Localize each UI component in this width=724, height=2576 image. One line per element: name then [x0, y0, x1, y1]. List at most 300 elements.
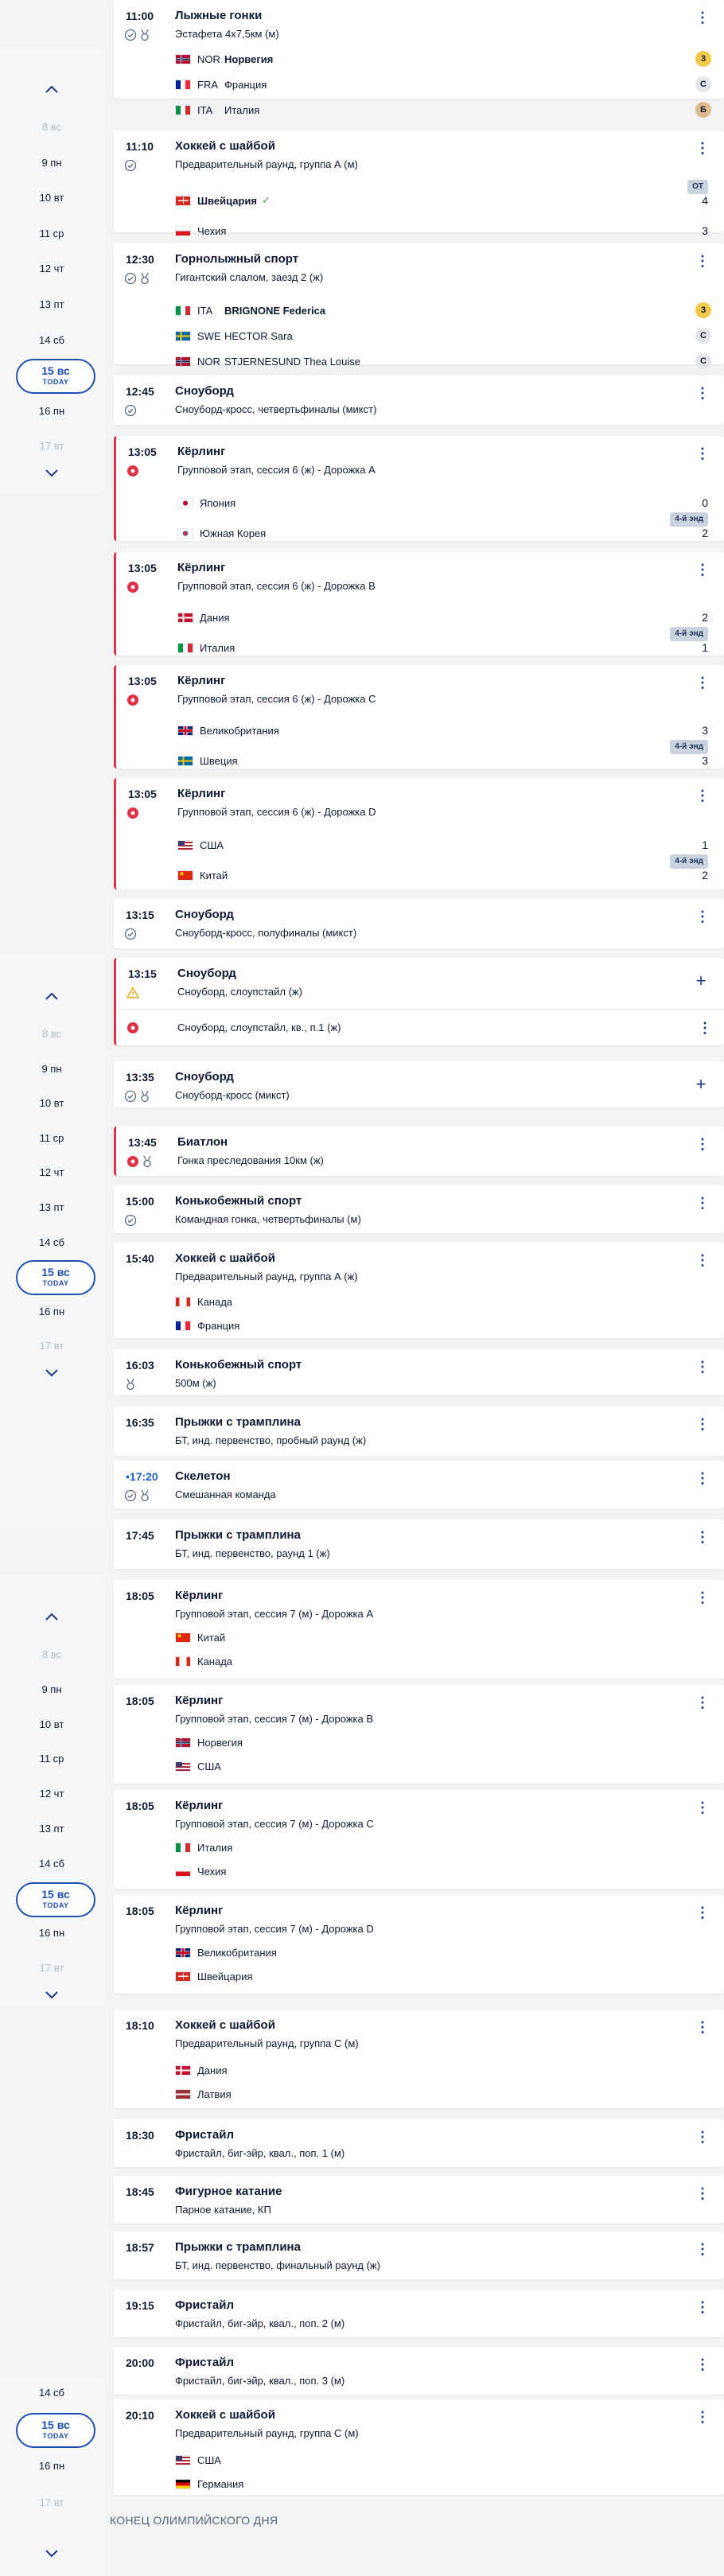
chevron-up-icon[interactable] [40, 80, 64, 99]
event-card[interactable] [114, 1520, 724, 1569]
event-card[interactable] [114, 1243, 724, 1338]
expand-plus-icon[interactable]: + [695, 971, 706, 990]
event-time: 20:00 [126, 2356, 154, 2369]
more-menu-icon[interactable]: ⋮ [695, 1529, 710, 1545]
competitor-name: Италия [200, 641, 235, 654]
sport-name: Горнолыжный спорт [175, 252, 299, 266]
date-item[interactable]: 10 вт [39, 1718, 64, 1730]
competitor-name: Великобритания [200, 724, 279, 737]
more-menu-icon[interactable]: ⋮ [695, 1359, 710, 1375]
event-card[interactable] [114, 1061, 724, 1107]
event-name: БТ, инд. первенство, пробный раунд (ж) [175, 1434, 367, 1446]
chevron-down-icon[interactable] [40, 464, 64, 483]
date-item[interactable]: 10 вт [39, 1097, 64, 1110]
medal-badge: 3 [695, 302, 711, 318]
event-name: Групповой этап, сессия 6 (ж) - Дорожка D [177, 806, 376, 818]
country-code: NOR [197, 355, 220, 368]
more-menu-icon[interactable]: ⋮ [695, 1195, 710, 1211]
event-name: Сноуборд-кросс (микст) [175, 1089, 290, 1101]
more-menu-icon[interactable]: ⋮ [695, 10, 710, 25]
competitor-row [175, 1294, 232, 1309]
more-menu-icon[interactable]: ⋮ [695, 2241, 710, 2257]
event-time: 16:35 [126, 1416, 154, 1429]
date-item[interactable]: 13 пт [39, 298, 64, 310]
date-item[interactable]: 14 сб [38, 2387, 65, 2399]
medal-badge: 3 [695, 51, 711, 67]
sport-name: Сноуборд [175, 1070, 234, 1084]
event-card[interactable] [114, 1685, 724, 1784]
competitor-name: Франция [224, 78, 267, 91]
date-item[interactable]: 16 пн [38, 1927, 65, 1940]
more-menu-icon[interactable]: ⋮ [695, 253, 710, 269]
event-name: Групповой этап, сессия 6 (ж) - Дорожка C [177, 693, 376, 705]
event-name: Групповой этап, сессия 7 (м) - Дорожка D [175, 1923, 374, 1935]
country-code: SWE [197, 329, 221, 342]
event-time: 18:05 [126, 1800, 154, 1812]
event-time: 11:10 [126, 140, 154, 153]
today-date-pill[interactable] [16, 359, 95, 394]
flag-icon [175, 1656, 191, 1667]
event-name: БТ, инд. первенство, раунд 1 (ж) [175, 1547, 330, 1559]
event-time: 13:05 [128, 788, 157, 800]
live-icon [127, 465, 139, 477]
competitor-row [175, 1653, 232, 1669]
event-card[interactable] [114, 0, 724, 116]
sport-name: Хоккей с шайбой [175, 2018, 275, 2032]
flag-icon [177, 756, 193, 766]
event-name: Групповой этап, сессия 6 (ж) - Дорожка А [177, 464, 376, 476]
competitor-row [175, 2476, 243, 2492]
sport-name: Кёрлинг [177, 561, 226, 574]
score-value: 3 [702, 224, 708, 237]
sport-name: Биатлон [177, 1135, 228, 1149]
end-status-badge: 4-й энд [670, 740, 708, 754]
more-menu-icon[interactable]: ⋮ [695, 909, 710, 924]
flag-icon [175, 1866, 191, 1877]
end-status-badge: 4-й энд [670, 512, 708, 527]
competitor-name: Китай [197, 1631, 226, 1644]
competitor-name: США [197, 2453, 221, 2466]
date-item[interactable]: 13 пт [39, 1201, 64, 1213]
event-name: Фристайл, биг-эйр, квал., поп. 3 (м) [175, 2375, 345, 2387]
competitor-name: Чехия [197, 1865, 227, 1878]
date-item[interactable]: 10 вт [39, 192, 64, 204]
winner-check-icon: ✓ [262, 194, 271, 206]
event-name: Сноуборд-кросс, четвертьфиналы (микст) [175, 403, 377, 415]
end-status-badge: 4-й энд [670, 627, 708, 641]
completed-icon [124, 159, 137, 172]
event-card[interactable] [114, 243, 724, 368]
event-name: БТ, инд. первенство, финальный раунд (ж) [175, 2259, 380, 2271]
medal-event-icon [141, 1155, 154, 1168]
event-card[interactable] [114, 665, 724, 769]
competitor-row [175, 1317, 239, 1333]
today-date-label: 15 вс [41, 2418, 70, 2431]
more-menu-icon[interactable]: ⋮ [695, 446, 710, 461]
score-value: 3 [702, 724, 708, 737]
event-name: Предварительный раунд, группа А (м) [175, 158, 358, 170]
competitor-name: Норвегия [197, 1736, 243, 1749]
competitor-name: BRIGNONE Federica [224, 304, 326, 317]
more-menu-icon[interactable]: ⋮ [695, 2356, 710, 2372]
date-item[interactable]: 16 пн [38, 2460, 65, 2472]
date-item[interactable]: 9 пн [41, 156, 62, 169]
country-code: ITA [197, 304, 213, 317]
score-value: 2 [702, 611, 708, 624]
more-menu-icon[interactable]: ⋮ [695, 2019, 710, 2035]
event-card[interactable] [114, 1349, 724, 1395]
flag-icon [177, 613, 193, 623]
competitor-name: Дания [200, 611, 230, 624]
flag-icon [175, 226, 191, 236]
medal-event-icon [124, 1378, 137, 1391]
competitor-name: Япония [200, 496, 236, 509]
sport-name: Сноуборд [177, 967, 236, 980]
completed-icon [124, 404, 137, 417]
flag-icon [175, 1321, 191, 1331]
country-code: FRA [197, 78, 218, 91]
date-sidebar [0, 0, 103, 2576]
more-menu-icon[interactable]: ⋮ [695, 1800, 710, 1815]
sub-event-name: Сноуборд, слоупстайл, кв., п.1 (ж) [177, 1021, 341, 1033]
medal-event-icon [138, 1090, 151, 1103]
competitor-row [175, 51, 273, 67]
competitor-row [175, 1629, 225, 1645]
more-menu-icon[interactable]: ⋮ [695, 2299, 710, 2315]
flag-icon [175, 196, 191, 206]
event-name: Парное катание, КП [175, 2204, 271, 2216]
competitor-row [175, 1863, 226, 1879]
today-label: TODAY [42, 1279, 69, 1288]
competitor-row [177, 609, 230, 625]
event-name: Гонка преследования 10км (ж) [177, 1154, 324, 1166]
date-item[interactable]: 12 чт [39, 1166, 64, 1179]
more-menu-icon[interactable]: ⋮ [695, 385, 710, 401]
event-card[interactable] [114, 2119, 724, 2167]
flag-icon [175, 331, 191, 341]
expand-plus-icon[interactable]: + [695, 1074, 706, 1094]
sport-name: Фристайл [175, 2356, 234, 2369]
event-name: Гигантский слалом, заезд 2 (ж) [175, 271, 324, 283]
sub-event-row[interactable] [116, 1009, 724, 1045]
sport-name: Сноуборд [175, 908, 234, 921]
competitor-name: Канада [197, 1295, 233, 1308]
event-card[interactable] [114, 1580, 724, 1679]
event-name: Сноуборд, слоупстайл (ж) [177, 986, 302, 998]
date-item[interactable]: 17 вт [39, 1340, 64, 1352]
event-card[interactable] [114, 1790, 724, 1889]
sport-name: Кёрлинг [177, 787, 226, 800]
event-name: Командная гонка, четвертьфиналы (м) [175, 1213, 361, 1225]
event-time: 13:15 [128, 967, 157, 980]
flag-icon [177, 643, 193, 653]
flag-icon [175, 80, 191, 90]
flag-icon [175, 305, 191, 316]
medal-badge: Б [695, 102, 711, 118]
competitor-name: Швеция [200, 754, 238, 767]
competitor-row [177, 837, 224, 853]
chevron-up-icon[interactable] [40, 1607, 64, 1626]
sport-name: Прыжки с трамплина [175, 1415, 301, 1429]
today-date-pill[interactable] [16, 2413, 95, 2448]
date-item[interactable]: 12 чт [39, 263, 64, 275]
sport-name: Лыжные гонки [175, 9, 263, 22]
live-icon [127, 807, 139, 819]
date-item[interactable]: 12 чт [39, 1788, 64, 1800]
event-name: Предварительный раунд, группа А (ж) [175, 1270, 358, 1282]
date-item[interactable]: 17 вт [39, 1962, 64, 1975]
score-value: 2 [702, 527, 708, 539]
more-menu-icon[interactable]: ⋮ [695, 1905, 710, 1920]
more-menu-icon[interactable]: ⋮ [695, 2185, 710, 2201]
date-item[interactable]: 17 вт [39, 2496, 64, 2508]
event-time: 15:40 [126, 1252, 154, 1265]
sport-name: Прыжки с трамплина [175, 2240, 301, 2254]
event-name: Групповой этап, сессия 7 (м) - Дорожка А [175, 1608, 374, 1620]
date-item[interactable]: 11 ср [39, 1131, 64, 1144]
sport-name: Кёрлинг [177, 445, 226, 458]
end-of-day-label: КОНЕЦ ОЛИМПИЙСКОГО ДНЯ [110, 2514, 278, 2527]
chevron-down-icon[interactable] [40, 1986, 64, 2005]
more-menu-icon[interactable]: ⋮ [695, 562, 710, 578]
competitor-name: Италия [197, 1841, 233, 1854]
competitor-name: Канада [197, 1655, 233, 1667]
date-item[interactable]: 9 пн [41, 1683, 62, 1695]
more-menu-icon[interactable]: ⋮ [695, 1695, 710, 1710]
schedule-list [114, 0, 724, 2576]
flag-icon [175, 1948, 191, 1958]
competitor-row [175, 1944, 277, 1960]
sport-name: Конькобежный спорт [175, 1358, 302, 1372]
more-menu-icon[interactable]: ⋮ [695, 1252, 710, 1268]
today-date-pill[interactable] [16, 1882, 95, 1917]
medal-event-icon [138, 272, 151, 285]
flag-icon [175, 2479, 191, 2489]
event-card[interactable] [114, 130, 724, 237]
more-menu-icon[interactable]: ⋮ [695, 1470, 710, 1486]
competitor-name: Германия [197, 2477, 244, 2490]
event-name: Групповой этап, сессия 6 (ж) - Дорожка B [177, 580, 376, 592]
chevron-down-icon[interactable] [40, 2544, 64, 2563]
event-card[interactable] [114, 376, 724, 425]
event-name: Фристайл, биг-эйр, квал., поп. 1 (м) [175, 2147, 345, 2159]
sport-name: Сноуборд [175, 384, 234, 398]
event-time: 13:45 [128, 1136, 157, 1149]
date-item[interactable]: 8 вс [41, 121, 62, 133]
medal-badge: С [695, 353, 711, 369]
date-item[interactable]: 17 вт [39, 440, 64, 453]
sport-name: Фристайл [175, 2128, 234, 2142]
competitor-row [175, 353, 360, 369]
today-label: TODAY [42, 378, 69, 387]
flag-icon [175, 2089, 191, 2099]
overtime-badge: ОТ [687, 180, 708, 194]
date-item[interactable]: 14 сб [38, 1857, 65, 1870]
score-value: 3 [702, 754, 708, 767]
flag-icon [175, 54, 191, 64]
date-item[interactable]: 8 вс [41, 1028, 62, 1040]
event-card[interactable] [114, 1407, 724, 1456]
live-icon [127, 1021, 139, 1034]
event-time: 13:05 [128, 446, 157, 458]
event-time: 17:45 [126, 1529, 154, 1542]
date-item[interactable]: 14 сб [38, 1235, 65, 1248]
event-time: 11:00 [126, 10, 154, 22]
more-menu-icon[interactable]: ⋮ [695, 1590, 710, 1605]
competitor-row [175, 193, 271, 208]
event-card[interactable] [114, 778, 724, 889]
completed-icon [124, 272, 137, 285]
competitor-name: США [200, 839, 224, 851]
event-time: 18:10 [126, 2019, 154, 2032]
competitor-row [175, 76, 267, 92]
competitor-row [175, 302, 325, 318]
sport-name: Хоккей с шайбой [175, 139, 275, 153]
event-time: 18:05 [126, 1905, 154, 1917]
sport-name: Хоккей с шайбой [175, 2408, 275, 2422]
event-time: 13:35 [126, 1071, 154, 1084]
event-card[interactable] [114, 2290, 724, 2337]
today-label: TODAY [42, 2432, 69, 2440]
flag-icon [175, 356, 191, 367]
event-time: 18:05 [126, 1695, 154, 1707]
today-date-pill[interactable] [16, 1260, 95, 1295]
competitor-name: Франция [197, 1319, 240, 1332]
date-item[interactable]: 11 ср [39, 1753, 64, 1765]
event-name: Сноуборд-кросс, полуфиналы (микст) [175, 927, 357, 939]
flag-icon [175, 1297, 191, 1307]
more-menu-icon[interactable]: ⋮ [695, 1416, 710, 1432]
competitor-name: Дания [197, 2064, 228, 2076]
date-item[interactable]: 16 пн [38, 404, 65, 417]
more-menu-icon[interactable]: ⋮ [695, 788, 710, 804]
event-time: 16:03 [126, 1359, 154, 1372]
country-code: ITA [197, 103, 213, 116]
flag-icon [175, 1737, 191, 1748]
event-name: Предварительный раунд, группа С (м) [175, 2037, 359, 2049]
sport-name: Фристайл [175, 2298, 234, 2312]
date-item[interactable]: 11 ср [39, 227, 64, 239]
flag-icon [177, 498, 193, 508]
event-time: •17:20 [126, 1470, 158, 1483]
sport-name: Кёрлинг [175, 1694, 224, 1707]
live-icon [127, 694, 139, 706]
warning-icon [127, 986, 139, 999]
flag-icon [175, 1761, 191, 1772]
competitor-row [177, 525, 266, 541]
event-card[interactable] [114, 2399, 724, 2495]
completed-icon [124, 29, 137, 41]
more-menu-icon[interactable]: ⋮ [695, 2409, 710, 2425]
competitor-name: STJERNESUND Thea Louise [224, 355, 360, 368]
competitor-row [175, 2086, 232, 2102]
sport-name: Фигурное катание [175, 2185, 282, 2198]
competitor-row [175, 2452, 221, 2468]
score-value: 4 [702, 194, 708, 207]
flag-icon [175, 105, 191, 115]
competitor-row [175, 1968, 252, 1984]
event-card[interactable] [114, 552, 724, 656]
event-card[interactable] [114, 2232, 724, 2279]
today-date-label: 15 вс [41, 1266, 70, 1279]
event-card[interactable] [114, 2347, 724, 2395]
event-card[interactable] [114, 958, 724, 1045]
competitor-row [175, 1758, 221, 1774]
event-card[interactable] [114, 2010, 724, 2108]
medal-event-icon [138, 1489, 151, 1502]
event-name: 500м (ж) [175, 1377, 216, 1389]
event-card[interactable] [114, 899, 724, 948]
event-name: Смешанная команда [175, 1488, 276, 1500]
completed-icon [124, 1489, 137, 1502]
more-menu-icon[interactable]: ⋮ [695, 675, 710, 691]
event-card[interactable] [114, 1185, 724, 1233]
competitor-name: Италия [224, 103, 260, 116]
event-time: 18:45 [126, 2185, 154, 2198]
score-value: 2 [702, 869, 708, 881]
flag-icon [175, 1843, 191, 1853]
competitor-name: Чехия [197, 224, 227, 237]
event-time: 12:30 [126, 253, 154, 266]
score-value: 0 [702, 496, 708, 509]
event-time: 20:10 [126, 2409, 154, 2422]
flag-icon [177, 870, 193, 881]
event-card[interactable] [114, 2176, 724, 2224]
event-name: Групповой этап, сессия 7 (м) - Дорожка B [175, 1713, 374, 1725]
sport-name: Кёрлинг [175, 1904, 224, 1917]
competitor-row [177, 867, 228, 883]
competitor-name: Швейцария [197, 194, 258, 207]
event-name: Предварительный раунд, группа С (м) [175, 2427, 359, 2439]
flag-icon [177, 528, 193, 539]
event-card[interactable] [114, 1127, 724, 1176]
medal-badge: С [695, 328, 711, 344]
competitor-row [175, 2062, 228, 2078]
live-icon [127, 1155, 139, 1168]
sport-name: Прыжки с трамплина [175, 1528, 301, 1542]
more-menu-icon[interactable]: ⋮ [695, 140, 710, 156]
more-menu-icon[interactable]: ⋮ [695, 1136, 710, 1152]
event-time: 12:45 [126, 385, 154, 398]
competitor-row [175, 328, 293, 344]
event-time: 13:05 [128, 675, 157, 687]
chevron-down-icon[interactable] [40, 1364, 64, 1383]
event-card[interactable] [114, 436, 724, 541]
medal-badge: С [695, 76, 711, 92]
chevron-up-icon[interactable] [40, 986, 64, 1006]
competitor-row [175, 1734, 243, 1750]
today-date-label: 15 вс [41, 364, 70, 378]
event-card[interactable] [114, 1461, 724, 1508]
competitor-row [175, 102, 259, 118]
sport-name: Конькобежный спорт [175, 1194, 302, 1208]
date-item[interactable]: 9 пн [41, 1062, 62, 1075]
more-menu-icon[interactable]: ⋮ [695, 2129, 710, 2145]
competitor-row [177, 753, 238, 769]
date-item[interactable]: 8 вс [41, 1648, 62, 1660]
date-item[interactable]: 16 пн [38, 1305, 65, 1317]
event-time: 18:57 [126, 2241, 154, 2254]
today-date-label: 15 вс [41, 1887, 70, 1901]
date-item[interactable]: 13 пт [39, 1823, 64, 1835]
event-time: 13:05 [128, 562, 157, 574]
more-menu-icon[interactable]: ⋮ [698, 1020, 712, 1036]
event-card[interactable] [114, 1895, 724, 1994]
competitor-name: Великобритания [197, 1946, 277, 1959]
event-name: Фристайл, биг-эйр, квал., поп. 2 (м) [175, 2317, 345, 2329]
date-item[interactable]: 14 сб [38, 333, 65, 346]
event-time: 18:05 [126, 1590, 154, 1602]
